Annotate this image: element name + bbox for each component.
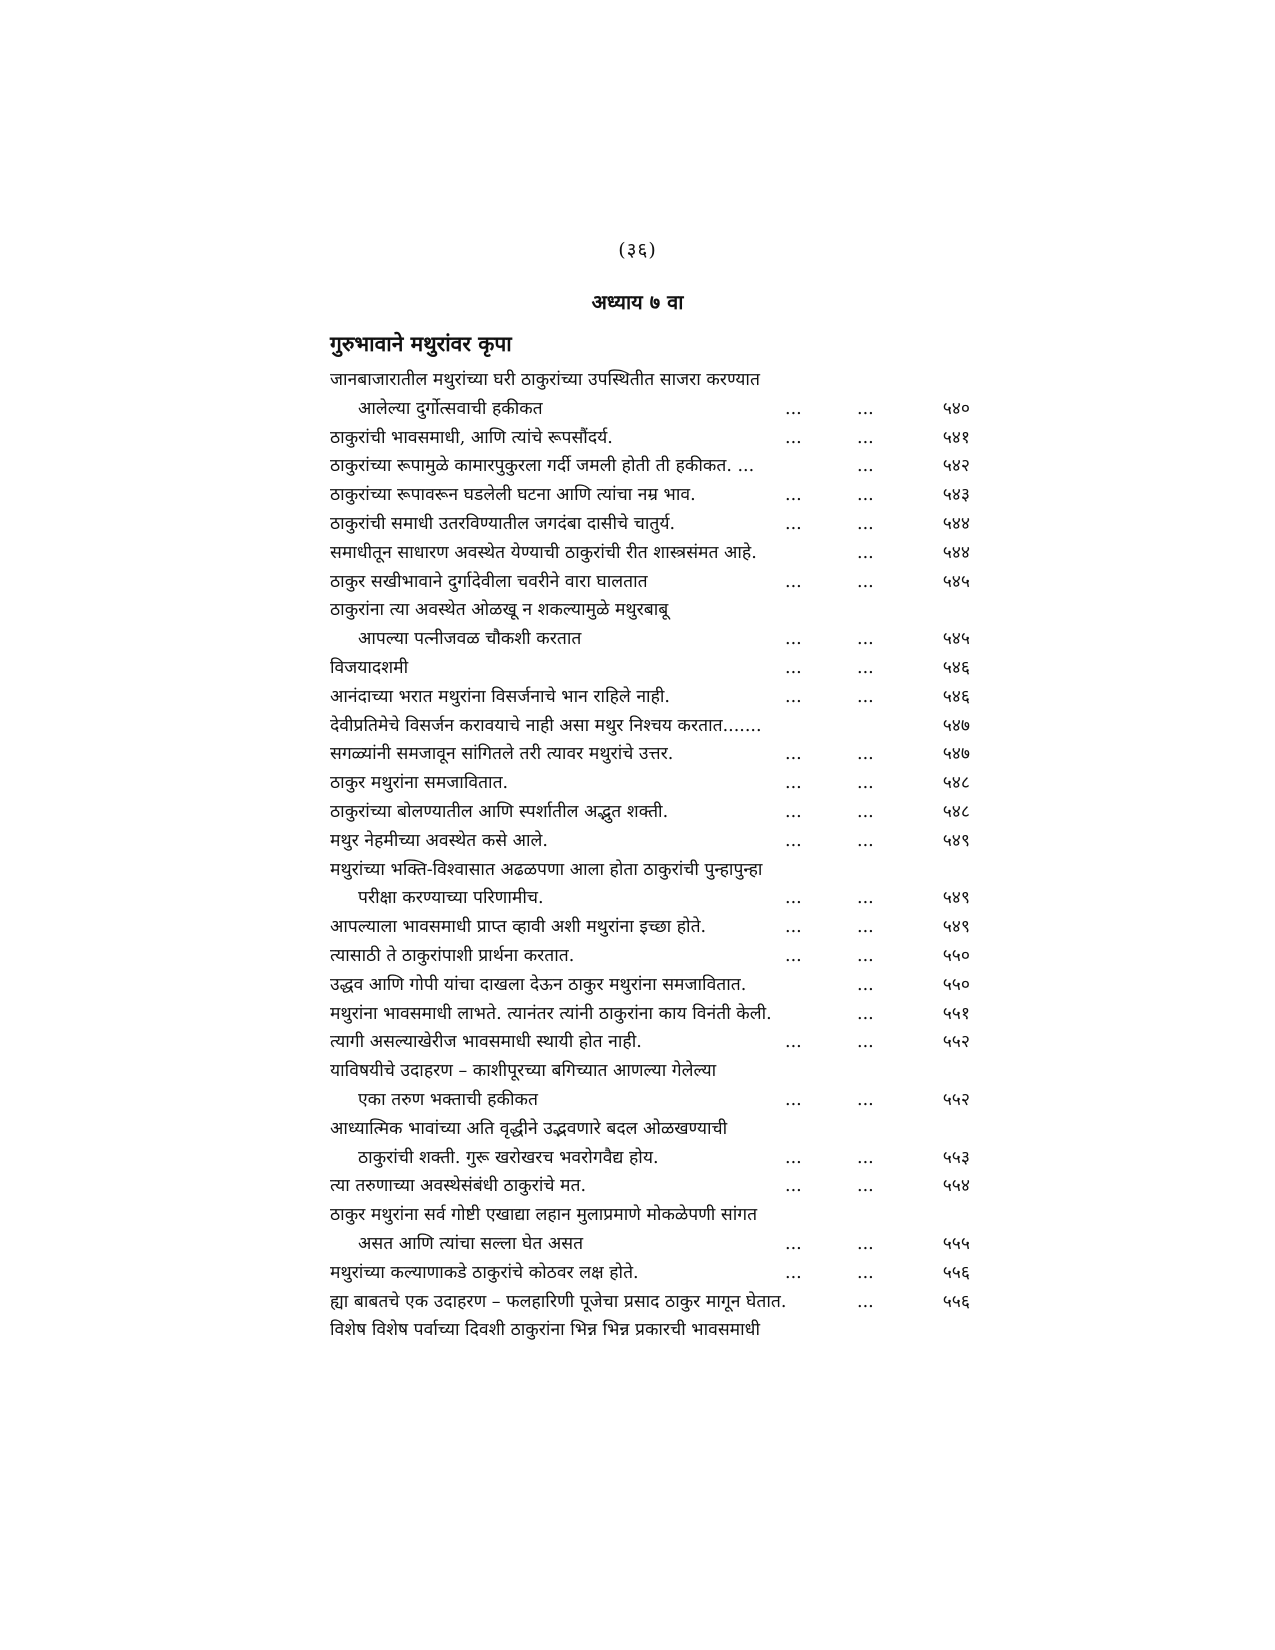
toc-page-number: ५४६	[942, 657, 970, 678]
toc-leader-dots: ...	[785, 686, 802, 707]
toc-page-number: ५४०	[942, 398, 970, 419]
toc-page-number: ५५६	[942, 1262, 970, 1283]
toc-page-number: ५५३	[942, 1147, 970, 1168]
toc-entry-text: याविषयीचे उदाहरण – काशीपूरच्या बगिच्यात आणल्या गेलेल्या	[330, 1061, 717, 1082]
toc-leader-dots: ...	[857, 801, 874, 822]
toc-entry-text: मथुरांच्या कल्याणाकडे ठाकुरांचे कोठवर लक्ष होते.	[330, 1262, 639, 1283]
toc-entry-text: आपल्याला भावसमाधी प्राप्त व्हावी अशी मथुरांना इच्छा होते.	[330, 917, 707, 938]
toc-page-number: ५५१	[942, 1003, 970, 1024]
toc-entry	[330, 1000, 970, 1029]
toc-entry	[330, 568, 970, 597]
toc-page-number: ५५२	[942, 1089, 970, 1110]
toc-page-number: ५४९	[942, 830, 970, 851]
toc-page-number: ५४९	[942, 917, 970, 938]
toc-entry-text: असत आणि त्यांचा सल्ला घेत असत	[358, 1233, 584, 1254]
toc-entry	[330, 1144, 970, 1173]
toc-entry-text: त्यागी असल्याखेरीज भावसमाधी स्थायी होत नाही.	[330, 1032, 642, 1053]
toc-entry	[330, 1288, 970, 1317]
toc-entry	[330, 1201, 970, 1230]
toc-leader-dots: ...	[857, 571, 874, 592]
toc-entry-text: ठाकुरांच्या रूपामुळे कामारपुकुरला गर्दी जमली होती ती हकीकत. ...	[330, 456, 755, 477]
toc-entry-text: समाधीतून साधारण अवस्थेत येण्याची ठाकुरांची रीत शास्त्रसंमत आहे.	[330, 542, 757, 563]
toc-leader-dots: ...	[785, 1089, 802, 1110]
toc-leader-dots: ...	[857, 1233, 874, 1254]
toc-entry	[330, 884, 970, 913]
toc-entry	[330, 856, 970, 885]
toc-entry	[330, 395, 970, 424]
toc-leader-dots: ...	[785, 945, 802, 966]
toc-entry	[330, 1230, 970, 1259]
toc-leader-dots: ...	[857, 1176, 874, 1197]
toc-page-number: ५४२	[942, 456, 970, 477]
toc-page-number: ५४३	[942, 485, 970, 506]
toc-leader-dots: ...	[857, 542, 874, 563]
toc-entry	[330, 971, 970, 1000]
toc-leader-dots: ...	[785, 917, 802, 938]
toc-leader-dots: ...	[857, 974, 874, 995]
toc-leader-dots: ...	[785, 1147, 802, 1168]
toc-entry	[330, 1316, 970, 1345]
toc-page-number: ५५०	[942, 945, 970, 966]
chapter-title: अध्याय ७ वा	[591, 290, 684, 314]
toc-entry	[330, 1115, 970, 1144]
toc-leader-dots: ...	[785, 629, 802, 650]
toc-page-number: ५४८	[942, 773, 970, 794]
toc-entry	[330, 1057, 970, 1086]
toc-entry	[330, 424, 970, 453]
toc-entry-text: ठाकुर मथुरांना सर्व गोष्टी एखाद्या लहान मुलाप्रमाणे मोकळेपणी सांगत	[330, 1205, 758, 1226]
toc-leader-dots: ...	[857, 1032, 874, 1053]
toc-leader-dots: ...	[857, 1262, 874, 1283]
toc-leader-dots: ...	[857, 398, 874, 419]
toc-entry-text: परीक्षा करण्याच्या परिणामीच.	[358, 888, 544, 909]
toc-leader-dots: ...	[857, 485, 874, 506]
toc-entry-text: मथुर नेहमीच्या अवस्थेत कसे आले.	[330, 830, 548, 851]
toc-leader-dots: ...	[785, 427, 802, 448]
toc-entry-text: आलेल्या दुर्गोत्सवाची हकीकत	[358, 398, 543, 419]
toc-leader-dots: ...	[857, 773, 874, 794]
toc-leader-dots: ...	[857, 1089, 874, 1110]
toc-leader-dots: ...	[785, 1262, 802, 1283]
toc-entry-text: आपल्या पत्नीजवळ चौकशी करतात	[358, 629, 582, 650]
toc-entry-text: देवीप्रतिमेचे विसर्जन करावयाचे नाही असा मथुर निश्चय करतात.......	[330, 715, 762, 736]
toc-entry	[330, 798, 970, 827]
table-of-contents	[330, 366, 970, 1345]
toc-page-number: ५४७	[942, 715, 970, 736]
toc-leader-dots: ...	[785, 513, 802, 534]
toc-entry	[330, 827, 970, 856]
toc-leader-dots: ...	[785, 398, 802, 419]
toc-entry-text: मथुरांना भावसमाधी लाभते. त्यानंतर त्यांनी ठाकुरांना काय विनंती केली.	[330, 1003, 772, 1024]
toc-leader-dots: ...	[785, 773, 802, 794]
page-number: (३६)	[618, 239, 657, 261]
toc-entry-text: ठाकुरांच्या बोलण्यातील आणि स्पर्शातील अद्भुत शक्ती.	[330, 801, 669, 822]
section-title: गुरुभावाने मथुरांवर कृपा	[330, 331, 512, 356]
toc-leader-dots: ...	[785, 485, 802, 506]
toc-entry	[330, 596, 970, 625]
toc-entry-text: ह्या बाबतचे एक उदाहरण – फलहारिणी पूजेचा प्रसाद ठाकुर मागून घेतात.	[330, 1291, 787, 1312]
toc-entry	[330, 1086, 970, 1115]
toc-entry-text: ठाकुरांची समाधी उतरविण्यातील जगदंबा दासीचे चातुर्य.	[330, 513, 676, 534]
toc-page-number: ५५६	[942, 1291, 970, 1312]
toc-entry-text: विजयादशमी	[330, 657, 409, 678]
toc-entry	[330, 539, 970, 568]
toc-page-number: ५५२	[942, 1032, 970, 1053]
toc-leader-dots: ...	[785, 1233, 802, 1254]
toc-entry-text: ठाकुरांच्या रूपावरून घडलेली घटना आणि त्यांचा नम्र भाव.	[330, 485, 696, 506]
toc-entry	[330, 452, 970, 481]
toc-entry	[330, 654, 970, 683]
toc-leader-dots: ...	[857, 456, 874, 477]
toc-entry	[330, 481, 970, 510]
toc-entry-text: एका तरुण भक्ताची हकीकत	[358, 1089, 538, 1110]
toc-leader-dots: ...	[785, 801, 802, 822]
toc-entry-text: त्यासाठी ते ठाकुरांपाशी प्रार्थना करतात.	[330, 945, 575, 966]
toc-page-number: ५४६	[942, 686, 970, 707]
toc-page-number: ५५४	[942, 1176, 970, 1197]
toc-leader-dots: ...	[857, 657, 874, 678]
toc-leader-dots: ...	[785, 744, 802, 765]
toc-leader-dots: ...	[857, 1147, 874, 1168]
toc-entry-text: विशेष विशेष पर्वाच्या दिवशी ठाकुरांना भिन्न भिन्न प्रकारची भावसमाधी	[330, 1320, 760, 1341]
toc-entry	[330, 683, 970, 712]
toc-leader-dots: ...	[785, 657, 802, 678]
toc-entry	[330, 942, 970, 971]
toc-entry-text: आनंदाच्या भरात मथुरांना विसर्जनाचे भान राहिले नाही.	[330, 686, 670, 707]
toc-entry	[330, 366, 970, 395]
toc-entry-text: उद्धव आणि गोपी यांचा दाखला देऊन ठाकुर मथुरांना समजावितात.	[330, 974, 747, 995]
toc-page-number: ५४४	[942, 513, 970, 534]
toc-leader-dots: ...	[857, 1003, 874, 1024]
toc-page-number: ५५५	[942, 1233, 970, 1254]
toc-leader-dots: ...	[785, 1032, 802, 1053]
toc-entry-text: ठाकुरांची शक्ती. गुरू खरोखरच भवरोगवैद्य होय.	[358, 1147, 659, 1168]
toc-entry-text: ठाकुरांना त्या अवस्थेत ओळखू न शकल्यामुळे मथुरबाबू	[330, 600, 669, 621]
toc-entry	[330, 769, 970, 798]
toc-leader-dots: ...	[785, 1176, 802, 1197]
toc-entry	[330, 913, 970, 942]
toc-entry	[330, 712, 970, 741]
toc-leader-dots: ...	[785, 830, 802, 851]
toc-entry	[330, 740, 970, 769]
toc-entry-text: ठाकुर सखीभावाने दुर्गादेवीला चवरीने वारा घालतात	[330, 571, 648, 592]
toc-entry	[330, 1172, 970, 1201]
toc-leader-dots: ...	[857, 744, 874, 765]
toc-entry	[330, 1028, 970, 1057]
toc-entry-text: ठाकुर मथुरांना समजावितात.	[330, 773, 509, 794]
toc-leader-dots: ...	[857, 917, 874, 938]
toc-page-number: ५४१	[942, 427, 970, 448]
toc-leader-dots: ...	[785, 571, 802, 592]
toc-entry	[330, 1259, 970, 1288]
toc-page-number: ५४९	[942, 888, 970, 909]
toc-leader-dots: ...	[785, 888, 802, 909]
toc-page-number: ५४५	[942, 629, 970, 650]
toc-entry-text: आध्यात्मिक भावांच्या अति वृद्धीने उद्भवणारे बदल ओळखण्याची	[330, 1118, 728, 1139]
toc-leader-dots: ...	[857, 945, 874, 966]
toc-leader-dots: ...	[857, 427, 874, 448]
toc-entry-text: सगळ्यांनी समजावून सांगितले तरी त्यावर मथुरांचे उत्तर.	[330, 744, 674, 765]
toc-page-number: ५४५	[942, 571, 970, 592]
toc-entry	[330, 510, 970, 539]
toc-entry-text: जानबाजारातील मथुरांच्या घरी ठाकुरांच्या उपस्थितीत साजरा करण्यात	[330, 370, 760, 390]
toc-entry-text: ठाकुरांची भावसमाधी, आणि त्यांचे रूपसौंदर्य.	[330, 427, 613, 448]
toc-page-number: ५४८	[942, 801, 970, 822]
toc-leader-dots: ...	[857, 830, 874, 851]
toc-leader-dots: ...	[857, 629, 874, 650]
toc-page-number: ५४४	[942, 542, 970, 563]
toc-leader-dots: ...	[857, 1291, 874, 1312]
toc-entry	[330, 625, 970, 654]
toc-leader-dots: ...	[857, 888, 874, 909]
toc-entry-text: मथुरांच्या भक्ति-विश्वासात अढळपणा आला होता ठाकुरांची पुन्हापुन्हा	[330, 859, 763, 880]
toc-page-number: ५५०	[942, 974, 970, 995]
toc-page-number: ५४७	[942, 744, 970, 765]
toc-leader-dots: ...	[857, 513, 874, 534]
toc-leader-dots: ...	[857, 686, 874, 707]
toc-entry-text: त्या तरुणाच्या अवस्थेसंबंधी ठाकुरांचे मत.	[330, 1176, 587, 1197]
